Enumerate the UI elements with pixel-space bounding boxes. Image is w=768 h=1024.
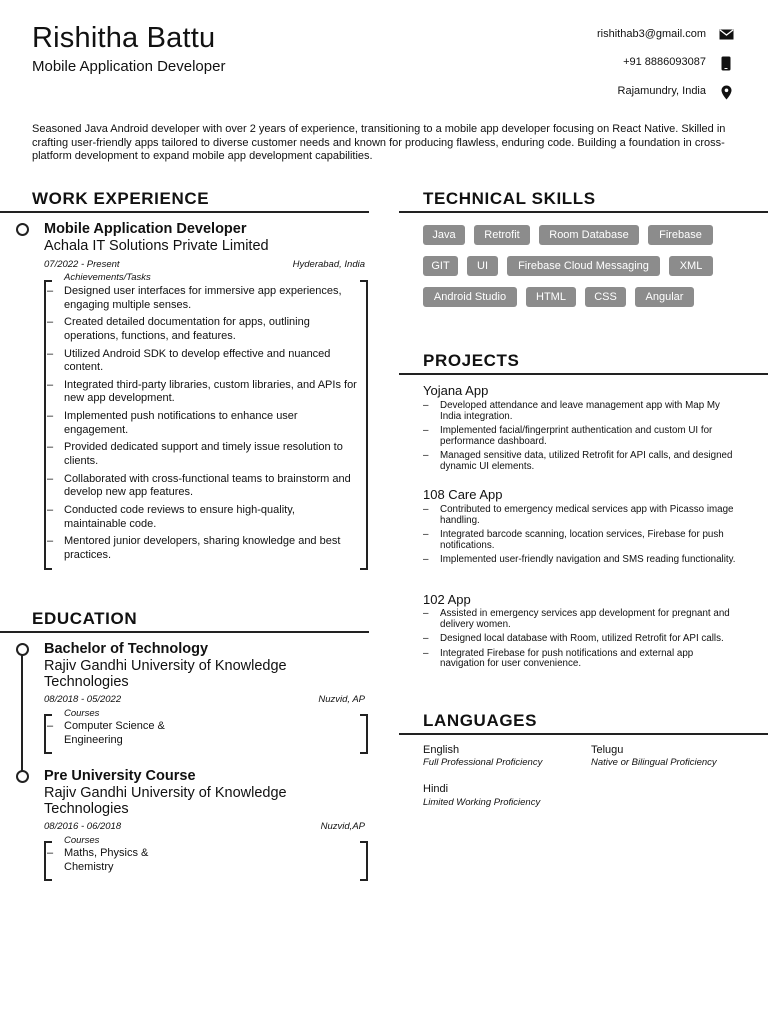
project-name: 108 Care App	[423, 487, 503, 502]
timeline-dot	[16, 643, 29, 656]
tasks-label: Achievements/Tasks	[64, 272, 151, 283]
language-name: Hindi	[423, 783, 449, 795]
skill-tag: CSS	[585, 287, 626, 307]
language-name: English	[423, 744, 460, 756]
project-points	[423, 609, 738, 674]
language-level: Limited Working Proficiency	[423, 797, 541, 808]
candidate-name: Rishitha Battu	[32, 22, 216, 54]
list-item: – Contributed to emergency medical services app with Picasso image handling.	[423, 505, 738, 527]
skill-tag: Firebase	[648, 225, 713, 245]
section-divider	[399, 211, 768, 213]
work-location: Hyderabad, India	[292, 259, 365, 270]
education-school: Rajiv Gandhi University of Knowledge Technologies	[44, 658, 287, 690]
list-item: – Provided dedicated support and timely issue resolution to clients.	[47, 441, 357, 468]
courses-label: Courses	[64, 835, 100, 846]
list-item: – Mentored junior developers, sharing knowledge and best practices.	[47, 535, 357, 562]
list-item: – Integrated barcode scanning, location services, Firebase for push notifications.	[423, 530, 738, 552]
education-heading: EDUCATION	[32, 609, 138, 628]
timeline-dot	[16, 223, 29, 236]
phone-icon	[718, 55, 734, 71]
skill-tag: GIT	[423, 256, 458, 276]
right-bracket	[360, 280, 368, 570]
list-item: – Designed local database with Room, utilized Retrofit for API calls.	[423, 634, 738, 645]
email-text[interactable]: rishithab3@gmail.com	[597, 28, 706, 40]
work-experience-heading: WORK EXPERIENCE	[32, 189, 210, 208]
skill-tag: Android Studio	[423, 287, 517, 307]
section-divider	[399, 733, 768, 735]
section-divider	[0, 211, 369, 213]
languages-heading: LANGUAGES	[423, 711, 538, 730]
timeline-dot	[16, 770, 29, 783]
email-icon	[718, 26, 734, 42]
education-dates: 08/2016 - 06/2018	[44, 821, 122, 832]
language-level: Full Professional Proficiency	[423, 757, 543, 768]
language-level: Native or Bilingual Proficiency	[591, 757, 717, 768]
skill-tag: HTML	[526, 287, 576, 307]
project-name: 102 App	[423, 592, 471, 607]
education-location: Nuzvid,AP	[320, 821, 365, 832]
list-item: – Integrated third-party libraries, custom libraries, and APIs for new app development.	[47, 379, 357, 406]
skill-tag: UI	[467, 256, 498, 276]
skill-tag: Firebase Cloud Messaging	[507, 256, 660, 276]
phone-text[interactable]: +91 8886093087	[623, 56, 706, 68]
timeline-line	[21, 652, 23, 776]
courses-list	[47, 847, 172, 878]
skill-tag: Angular	[635, 287, 694, 307]
right-bracket	[360, 714, 368, 754]
list-item: – Collaborated with cross-functional teams to brainstorm and develop new app features.	[47, 473, 357, 500]
list-item: – Maths, Physics & Chemistry	[47, 847, 172, 874]
work-company: Achala IT Solutions Private Limited	[44, 238, 269, 254]
list-item: – Utilized Android SDK to develop effective and nuanced content.	[47, 348, 357, 375]
list-item: – Conducted code reviews to ensure high-quality, maintainable code.	[47, 504, 357, 531]
list-item: – Implemented user-friendly navigation and SMS reading functionality.	[423, 555, 738, 566]
work-role: Mobile Application Developer	[44, 221, 247, 237]
project-name: Yojana App	[423, 383, 489, 398]
skill-tag: XML	[669, 256, 713, 276]
list-item: – Developed attendance and leave management app with Map My India integration.	[423, 401, 738, 423]
location-text: Rajamundry, India	[617, 85, 706, 97]
education-school: Rajiv Gandhi University of Knowledge Technologies	[44, 785, 287, 817]
section-divider	[0, 631, 369, 633]
list-item: – Created detailed documentation for apps, outlining operations, functions, and features.	[47, 316, 357, 343]
work-dates: 07/2022 - Present	[44, 259, 120, 270]
job-title: Mobile Application Developer	[32, 58, 226, 75]
skill-tag: Java	[423, 225, 465, 245]
education-dates: 08/2018 - 05/2022	[44, 694, 122, 705]
list-item: – Designed user interfaces for immersive app experiences, engaging multiple senses.	[47, 285, 357, 312]
education-degree: Pre University Course	[44, 768, 196, 784]
language-name: Telugu	[591, 744, 624, 756]
courses-list	[47, 720, 172, 751]
courses-label: Courses	[64, 708, 100, 719]
list-item: – Assisted in emergency services app development for pregnant and delivery women.	[423, 609, 738, 631]
education-degree: Bachelor of Technology	[44, 641, 209, 657]
list-item: – Computer Science & Engineering	[47, 720, 172, 747]
list-item: – Managed sensitive data, utilized Retrofit for API calls, and designed dynamic UI elements.	[423, 451, 738, 473]
skill-tag: Room Database	[539, 225, 639, 245]
project-points	[423, 401, 738, 477]
education-location: Nuzvid, AP	[318, 694, 365, 705]
skill-tag: Retrofit	[474, 225, 530, 245]
right-bracket	[360, 841, 368, 881]
location-pin-icon	[718, 84, 734, 100]
technical-skills-heading: TECHNICAL SKILLS	[423, 189, 596, 208]
list-item: – Integrated Firebase for push notifications and external app navigation for user convenience.	[423, 649, 738, 671]
list-item: – Implemented push notifications to enhance user engagement.	[47, 410, 357, 437]
section-divider	[399, 373, 768, 375]
list-item: – Implemented facial/fingerprint authentication and custom UI for performance dashboard.	[423, 426, 738, 448]
professional-summary: Seasoned Java Android developer with over 2 years of experience, transitioning to a mobile app developer focusing on React Native. Skilled in crafting user-friendly apps tailored to diverse customer needs and known for producing flawless, enduring code. Building a foundation in cross-platform development to expand mobile app development capabilities.	[32, 123, 726, 162]
project-points	[423, 505, 738, 570]
achievements-list	[47, 285, 357, 567]
projects-heading: PROJECTS	[423, 351, 520, 370]
